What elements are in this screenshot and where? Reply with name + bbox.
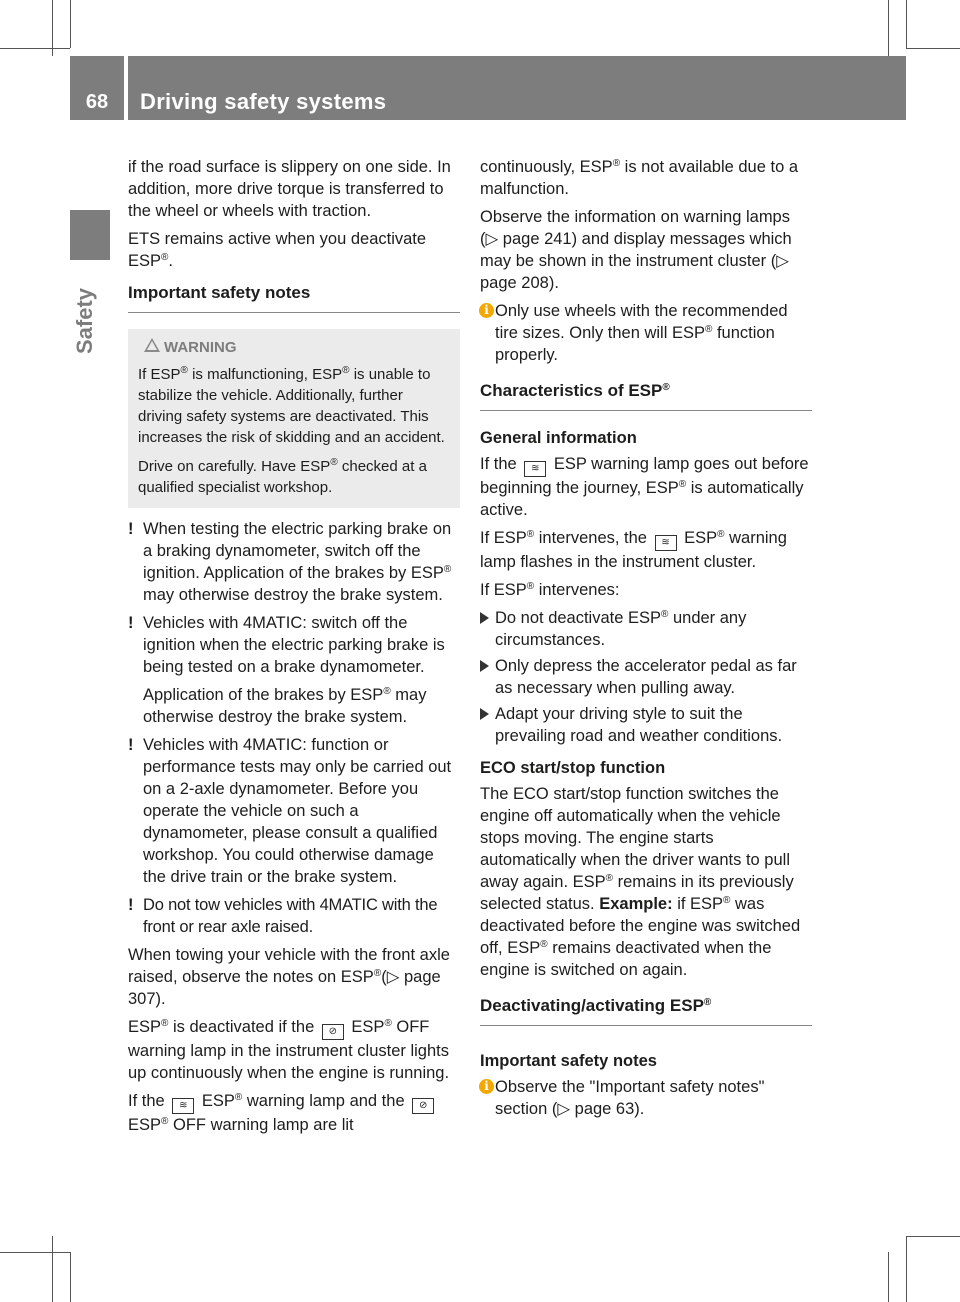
paragraph: If ESP® intervenes, the ≋ ESP® warning lamp flashes in the instrument cluster. [480,529,787,571]
crop-mark [0,48,70,49]
section-heading-deactivating-activating: Deactivating/activating ESP® [480,995,812,1026]
header-divider [124,56,128,120]
exclamation-icon: ! [128,520,134,538]
crop-mark [52,0,53,56]
left-column [128,156,460,1142]
crop-mark [906,1236,960,1237]
crop-mark [70,1252,71,1302]
info-icon: i [479,1079,494,1094]
paragraph: If ESP® intervenes: [480,581,620,599]
page-ref-icon: ▷ [386,968,400,986]
warning-title: WARNING [138,337,450,358]
warning-triangle-icon [144,338,160,352]
section-heading-important-safety-notes: Important safety notes [128,282,460,313]
step-item: Adapt your driving style to suit the prevailing road and weather conditions. [480,703,812,747]
car-skid-icon: ≋ [524,461,546,477]
car-skid-off-icon: ⊘ [322,1024,344,1040]
paragraph: ESP® is deactivated if the ⊘ ESP® OFF warning lamp in the instrument cluster lights up continuously when the engine is running. [128,1018,450,1082]
paragraph: When towing your vehicle with the front axle raised, observe the notes on ESP®(▷ page 307). [128,946,450,1008]
car-skid-icon: ≋ [655,535,677,551]
paragraph: ETS remains active when you deactivate ESP®. [128,230,427,270]
right-column [480,156,812,1126]
page-ref-icon: ▷ [557,1100,571,1118]
paragraph: Observe the information on warning lamps (▷ page 241) and display messages which may be shown in the instrument cluster (▷ page 208). [480,208,792,292]
info-note: i Only use wheels with the recommended tire sizes. Only then will ESP® function properly. [480,300,812,366]
car-skid-icon: ≋ [172,1098,194,1114]
subheading-eco-start-stop: ECO start/stop function [480,759,666,777]
paragraph: continuously, ESP® is not available due to a malfunction. [480,158,799,198]
crop-mark [906,48,960,49]
crop-mark [906,1236,907,1302]
step-arrow-icon [480,660,489,672]
exclamation-icon: ! [128,614,134,632]
warning-box [128,329,460,508]
warning-text: If ESP® is malfunctioning, ESP® is unable to stabilize the vehicle. Additionally, further driving safety systems are deactivated. This increases the risk of skidding and an accident. [138,365,445,446]
crop-mark [888,0,889,56]
subheading-general-information: General information [480,429,637,447]
step-item: Do not deactivate ESP® under any circumstances. [480,607,812,651]
page-title: Driving safety systems [140,89,387,114]
note-item: ! When testing the electric parking brake on a braking dynamometer, switch off the ignition. Application of the brakes by ESP® may otherwise destroy the brake system. [128,520,452,604]
paragraph: If the ≋ ESP® warning lamp and the ⊘ ESP® OFF warning lamp are lit [128,1090,460,1136]
crop-mark [906,0,907,48]
crop-mark [888,1252,889,1302]
crop-mark [52,1236,53,1302]
crop-mark [0,1252,70,1253]
exclamation-icon: ! [128,896,134,914]
section-tab [70,210,110,260]
exclamation-icon: ! [128,736,134,754]
info-icon: i [479,303,494,318]
step-arrow-icon [480,612,489,624]
car-skid-off-icon: ⊘ [412,1098,434,1114]
section-label: Safety [72,287,98,355]
info-note: i Observe the "Important safety notes" section (▷ page 63). [480,1076,812,1120]
note-item: ! Vehicles with 4MATIC: switch off the ignition when the electric parking brake is being tested on a brake dynamometer. Application of the brakes by ESP® may otherwise destroy the brake system. [128,614,445,726]
step-item: Only depress the accelerator pedal as far as necessary when pulling away. [480,655,812,699]
page-ref-icon: ▷ [485,230,499,248]
crop-mark [70,0,71,48]
note-item: ! Do not tow vehicles with 4MATIC with the front or rear axle raised. [128,896,438,936]
paragraph: if the road surface is slippery on one side. In addition, more drive torque is transferred to the wheel or wheels with traction. [128,158,451,220]
paragraph: The ECO start/stop function switches the engine off automatically when the vehicle stops moving. The engine starts automatically when the driver wants to pull away again. ESP® remains in its previously selected status. Example: if ESP® was deactivated before the engine was switched off, ESP® remains deactivated when the engine is switched on again. [480,785,801,979]
page-ref-icon: ▷ [776,252,789,270]
page-number: 68 [85,91,109,113]
warning-text: Drive on carefully. Have ESP® checked at a qualified specialist workshop. [138,457,427,496]
subheading-important-safety-notes: Important safety notes [480,1052,657,1070]
section-heading-characteristics: Characteristics of ESP® [480,380,812,411]
note-item: ! Vehicles with 4MATIC: function or performance tests may only be carried out on a 2-axle dynamometer. Before you operate the vehicle on such a dynamometer, please consult a qualified workshop. You could otherwise damage the drive train or the brake system. [128,736,452,886]
step-arrow-icon [480,708,489,720]
paragraph: If the ≋ ESP warning lamp goes out before beginning the journey, ESP® is automatically active. [480,455,809,519]
